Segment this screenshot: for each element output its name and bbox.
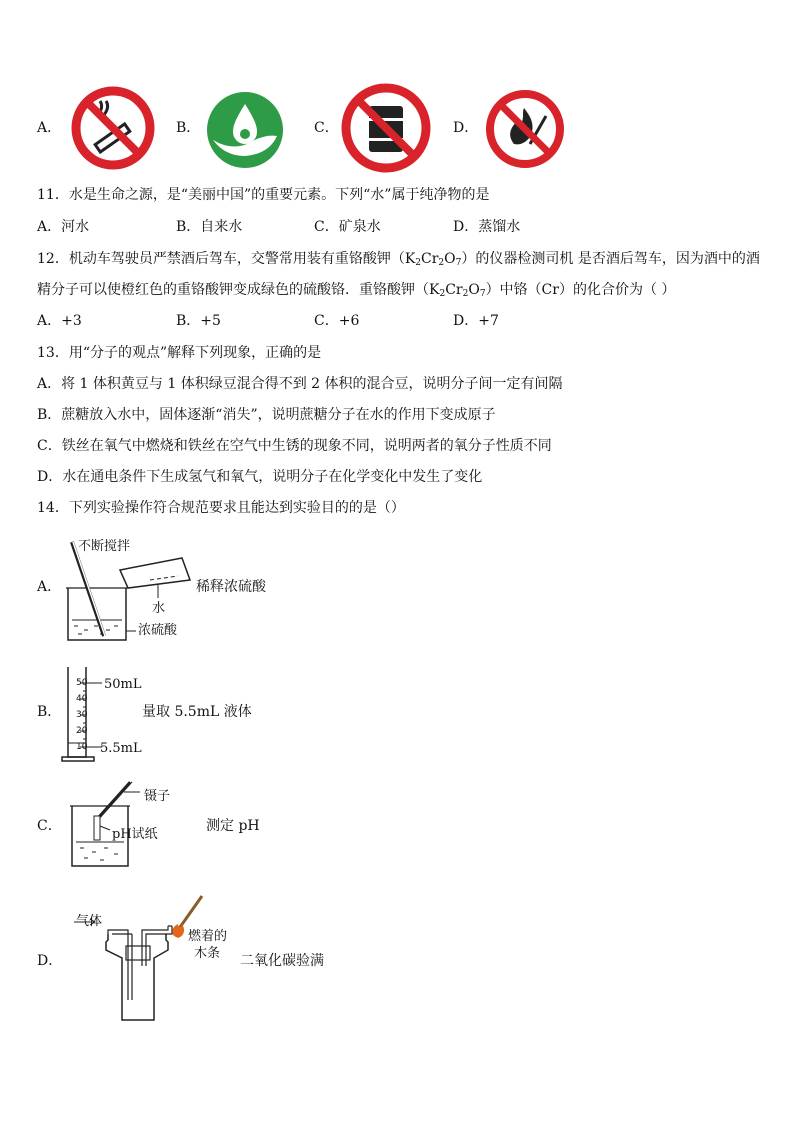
q10-option-c-letter: C．	[314, 120, 339, 136]
q11-option-b: B．自来水	[176, 219, 243, 235]
q14-b-tick-50: 50	[76, 678, 88, 688]
q13-stem: 13．用“分子的观点”解释下列现象，正确的是	[37, 345, 322, 361]
q10-option-a-letter: A．	[37, 120, 62, 136]
water-saving-icon	[205, 90, 285, 170]
q14-b-tick-10: 10	[76, 742, 88, 752]
q14-a-water-label: 水	[152, 601, 166, 616]
q12-stem-line2: 精分子可以使橙红色的重铬酸钾变成绿色的硫酸铬．重铬酸钾$(K_2Cr_2O_7)$中铬（Cr）的化合价为（ ）	[37, 282, 676, 299]
q14-d-caption: 二氧化碳验满	[240, 953, 324, 969]
q10-option-b-letter: B．	[176, 120, 201, 136]
q14-stem: 14．下列实验操作符合规范要求且能达到实验目的的是（）	[37, 500, 405, 516]
q14-b-bottom-label: 5.5mL	[100, 741, 142, 756]
q14-a-caption: 稀释浓硫酸	[196, 579, 266, 595]
q12-option-c: C．+6	[314, 313, 360, 329]
ph-test-diagram	[66, 778, 146, 870]
q14-b-tick-40: 40	[76, 694, 88, 704]
no-smoking-icon	[70, 85, 156, 171]
q14-option-b-letter: B．	[37, 704, 62, 720]
q14-c-caption: 测定 pH	[206, 818, 260, 834]
q14-option-c-letter: C．	[37, 818, 62, 834]
q13-option-b: B．蔗糖放入水中，固体逐渐“消失”，说明蔗糖分子在水的作用下变成原子	[37, 407, 496, 423]
q12-option-d: D．+7	[453, 313, 499, 329]
q14-b-top-label: 50mL	[104, 677, 142, 692]
q11-option-a: A．河水	[37, 219, 90, 235]
q14-a-stir-label: 不断搅拌	[78, 539, 131, 554]
q11-stem: 11．水是生命之源，是“美丽中国”的重要元素。下列“水”属于纯净物的是	[37, 187, 490, 203]
q12-option-b: B．+5	[176, 313, 221, 329]
q11-option-d: D．蒸馏水	[453, 219, 521, 235]
q13-option-d: D．水在通电条件下生成氢气和氧气，说明分子在化学变化中发生了变化	[37, 469, 483, 485]
q13-option-c: C．铁丝在氧气中燃烧和铁丝在空气中生锈的现象不同，说明两者的氧分子性质不同	[37, 438, 552, 454]
q14-b-caption: 量取 5.5mL 液体	[142, 704, 252, 720]
q12-stem-line1: 12．机动车驾驶员严禁酒后驾车，交警常用装有重铬酸钾$(K_2Cr_2O_7)$的仪器检测司机 是否酒后驾车，因为酒中的酒	[37, 251, 760, 268]
q14-d-burning-label-2: 木条	[194, 946, 221, 961]
no-open-flame-icon	[484, 88, 566, 170]
q10-option-d-letter: D．	[453, 120, 479, 136]
co2-collection-diagram	[70, 890, 210, 1026]
q12-option-a: A．+3	[37, 313, 82, 329]
q14-option-a-letter: A．	[37, 579, 62, 595]
q11-option-c: C．矿泉水	[314, 219, 381, 235]
q14-d-gas-label: 气体	[76, 914, 103, 929]
q14-c-tweezers-label: 镊子	[144, 789, 171, 804]
q14-option-d-letter: D．	[37, 953, 63, 969]
q14-d-burning-label-1: 燃着的	[188, 929, 228, 944]
q13-option-a: A．将 1 体积黄豆与 1 体积绿豆混合得不到 2 体积的混合豆，说明分子间一定有间隔	[37, 376, 563, 392]
q14-c-paper-label: pH试纸	[112, 827, 158, 842]
q14-a-acid-label: 浓硫酸	[138, 623, 178, 638]
q14-b-tick-20: 20	[76, 726, 88, 736]
q14-b-tick-30: 30	[76, 710, 88, 720]
no-toxic-storage-icon	[340, 82, 432, 174]
